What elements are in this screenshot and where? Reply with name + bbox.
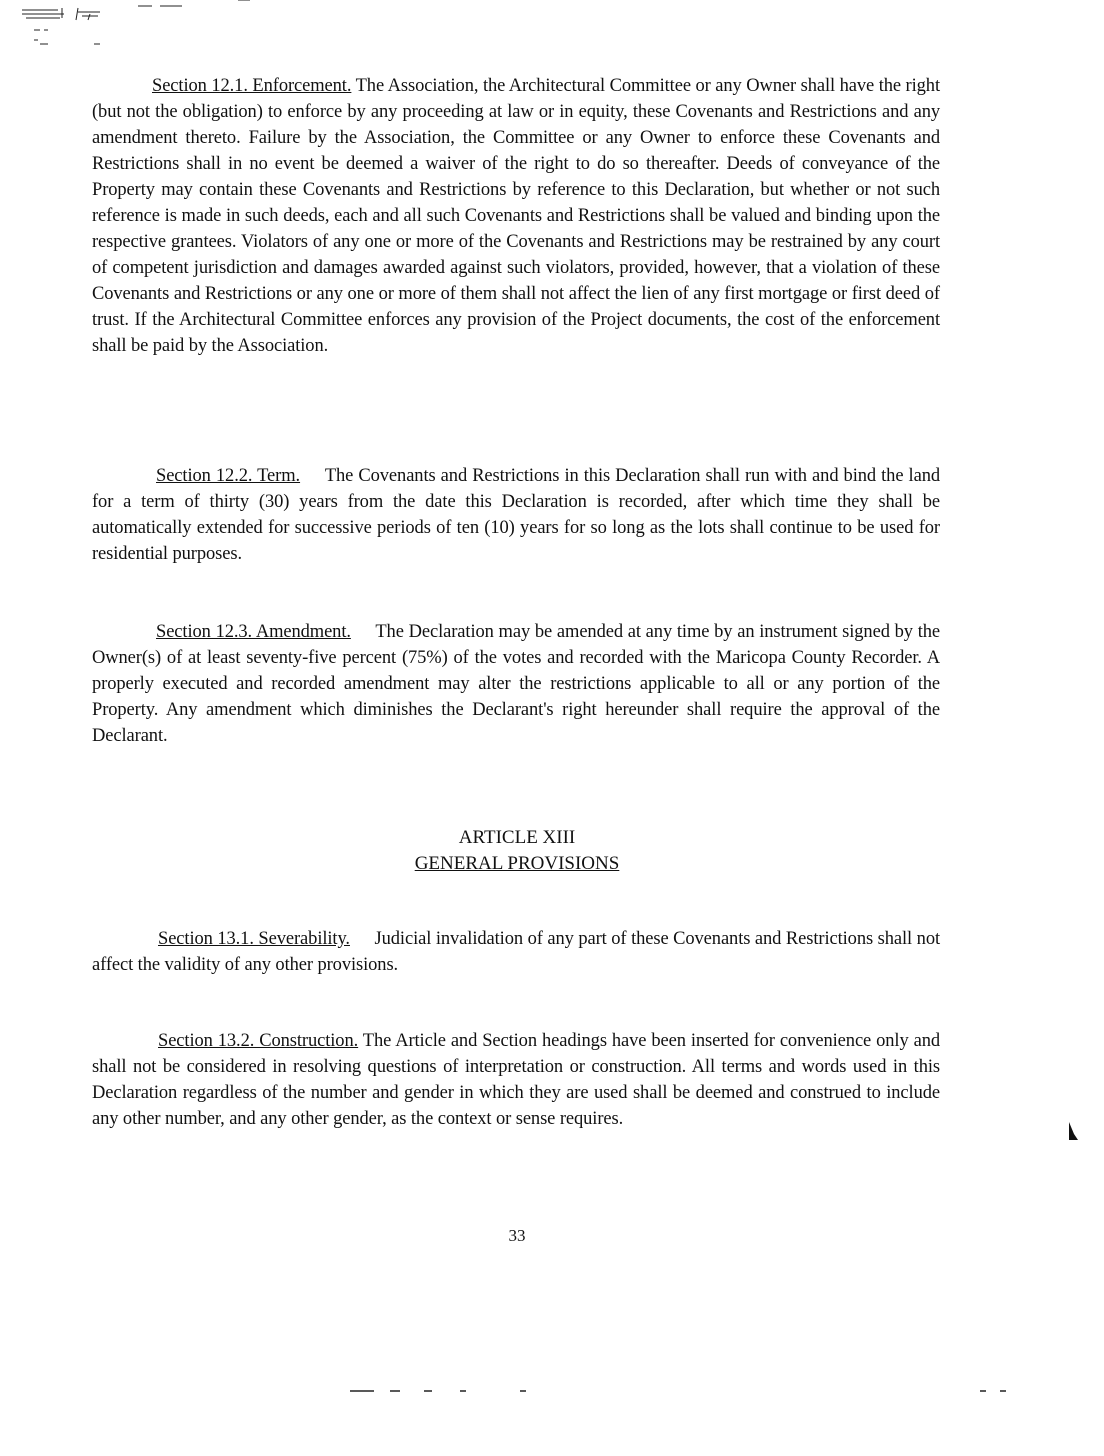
section-13-2-heading: Section 13.2. Construction. [158, 1031, 359, 1051]
section-12-3 [92, 619, 940, 749]
article-number: ARTICLE XIII [458, 827, 576, 848]
section-12-1-text: The Association, the Architectural Committee or any Owner shall have the right (but not the obligation) to enforce by any proceeding at law or in equity, these Covenants and Restrictions and any amendment thereto. Failure by the Association, the Committee or any Owner to enforce these Covenants and Restrictions shall in no event be deemed a waiver of the right to do so thereafter. Deeds of conveyance of the Property may contain these Covenants and Restrictions by reference to this Declaration, but whether or not such reference is made in such deeds, each and all such Covenants and Restrictions shall be valued and binding upon the respective grantees. Violators of any one or more of the Covenants and Restrictions may be restrained by any court of competent jurisdiction and damages awarded against such violators, provided, however, that a violation of these Covenants and Restrictions or any one or more of them shall not affect the lien of any first mortgage or first deed of trust. If the Architectural Committee enforces any provision of the Project documents, the cost of the enforcement shall be paid by the Association. [92, 76, 940, 356]
section-13-1-text: Judicial invalidation of any part of these Covenants and Restrictions shall not affect the validity of any other provisions. [92, 929, 941, 975]
article-title: GENERAL PROVISIONS [414, 853, 620, 874]
section-13-1 [92, 926, 940, 978]
section-12-1-heading: Section 12.1. Enforcement. [152, 76, 352, 96]
section-12-2-text: The Covenants and Restrictions in this Declaration shall run with and bind the land for a term of thirty (30) years from the date this Declaration is recorded, after which time they shall be automatically extended for successive periods of ten (10) years for so long as the lots shall continue to be used for residential purposes. [92, 466, 940, 564]
bottom-scan-marks [340, 1388, 1020, 1394]
section-13-2 [92, 1028, 940, 1132]
section-12-2 [92, 463, 940, 567]
section-12-1 [92, 73, 940, 359]
section-12-3-text: The Declaration may be amended at any time by an instrument signed by the Owner(s) of at least seventy-five percent (75%) of the votes and recorded with the Maricopa County Recorder. A properly executed and recorded amendment may alter the restrictions applicable to all or any portion of the Property. Any amendment which diminishes the Declarant's right hereunder shall require the approval of the Declarant. [92, 622, 940, 746]
page-number: 33 [508, 1226, 526, 1245]
section-13-2-text: The Article and Section headings have been inserted for convenience only and shall not be considered in resolving questions of interpretation or construction. All terms and words used in this Declaration regardless of the number and gender in which they are used shall be deemed and construed to include any other number, and any other gender, as the context or sense requires. [92, 1031, 940, 1129]
section-12-3-heading: Section 12.3. Amendment. [156, 622, 351, 642]
margin-scan-mark [1068, 1122, 1078, 1142]
scan-noise-mark [18, 0, 258, 60]
section-13-1-heading: Section 13.1. Severability. [158, 929, 350, 949]
section-12-2-heading: Section 12.2. Term. [156, 466, 301, 486]
